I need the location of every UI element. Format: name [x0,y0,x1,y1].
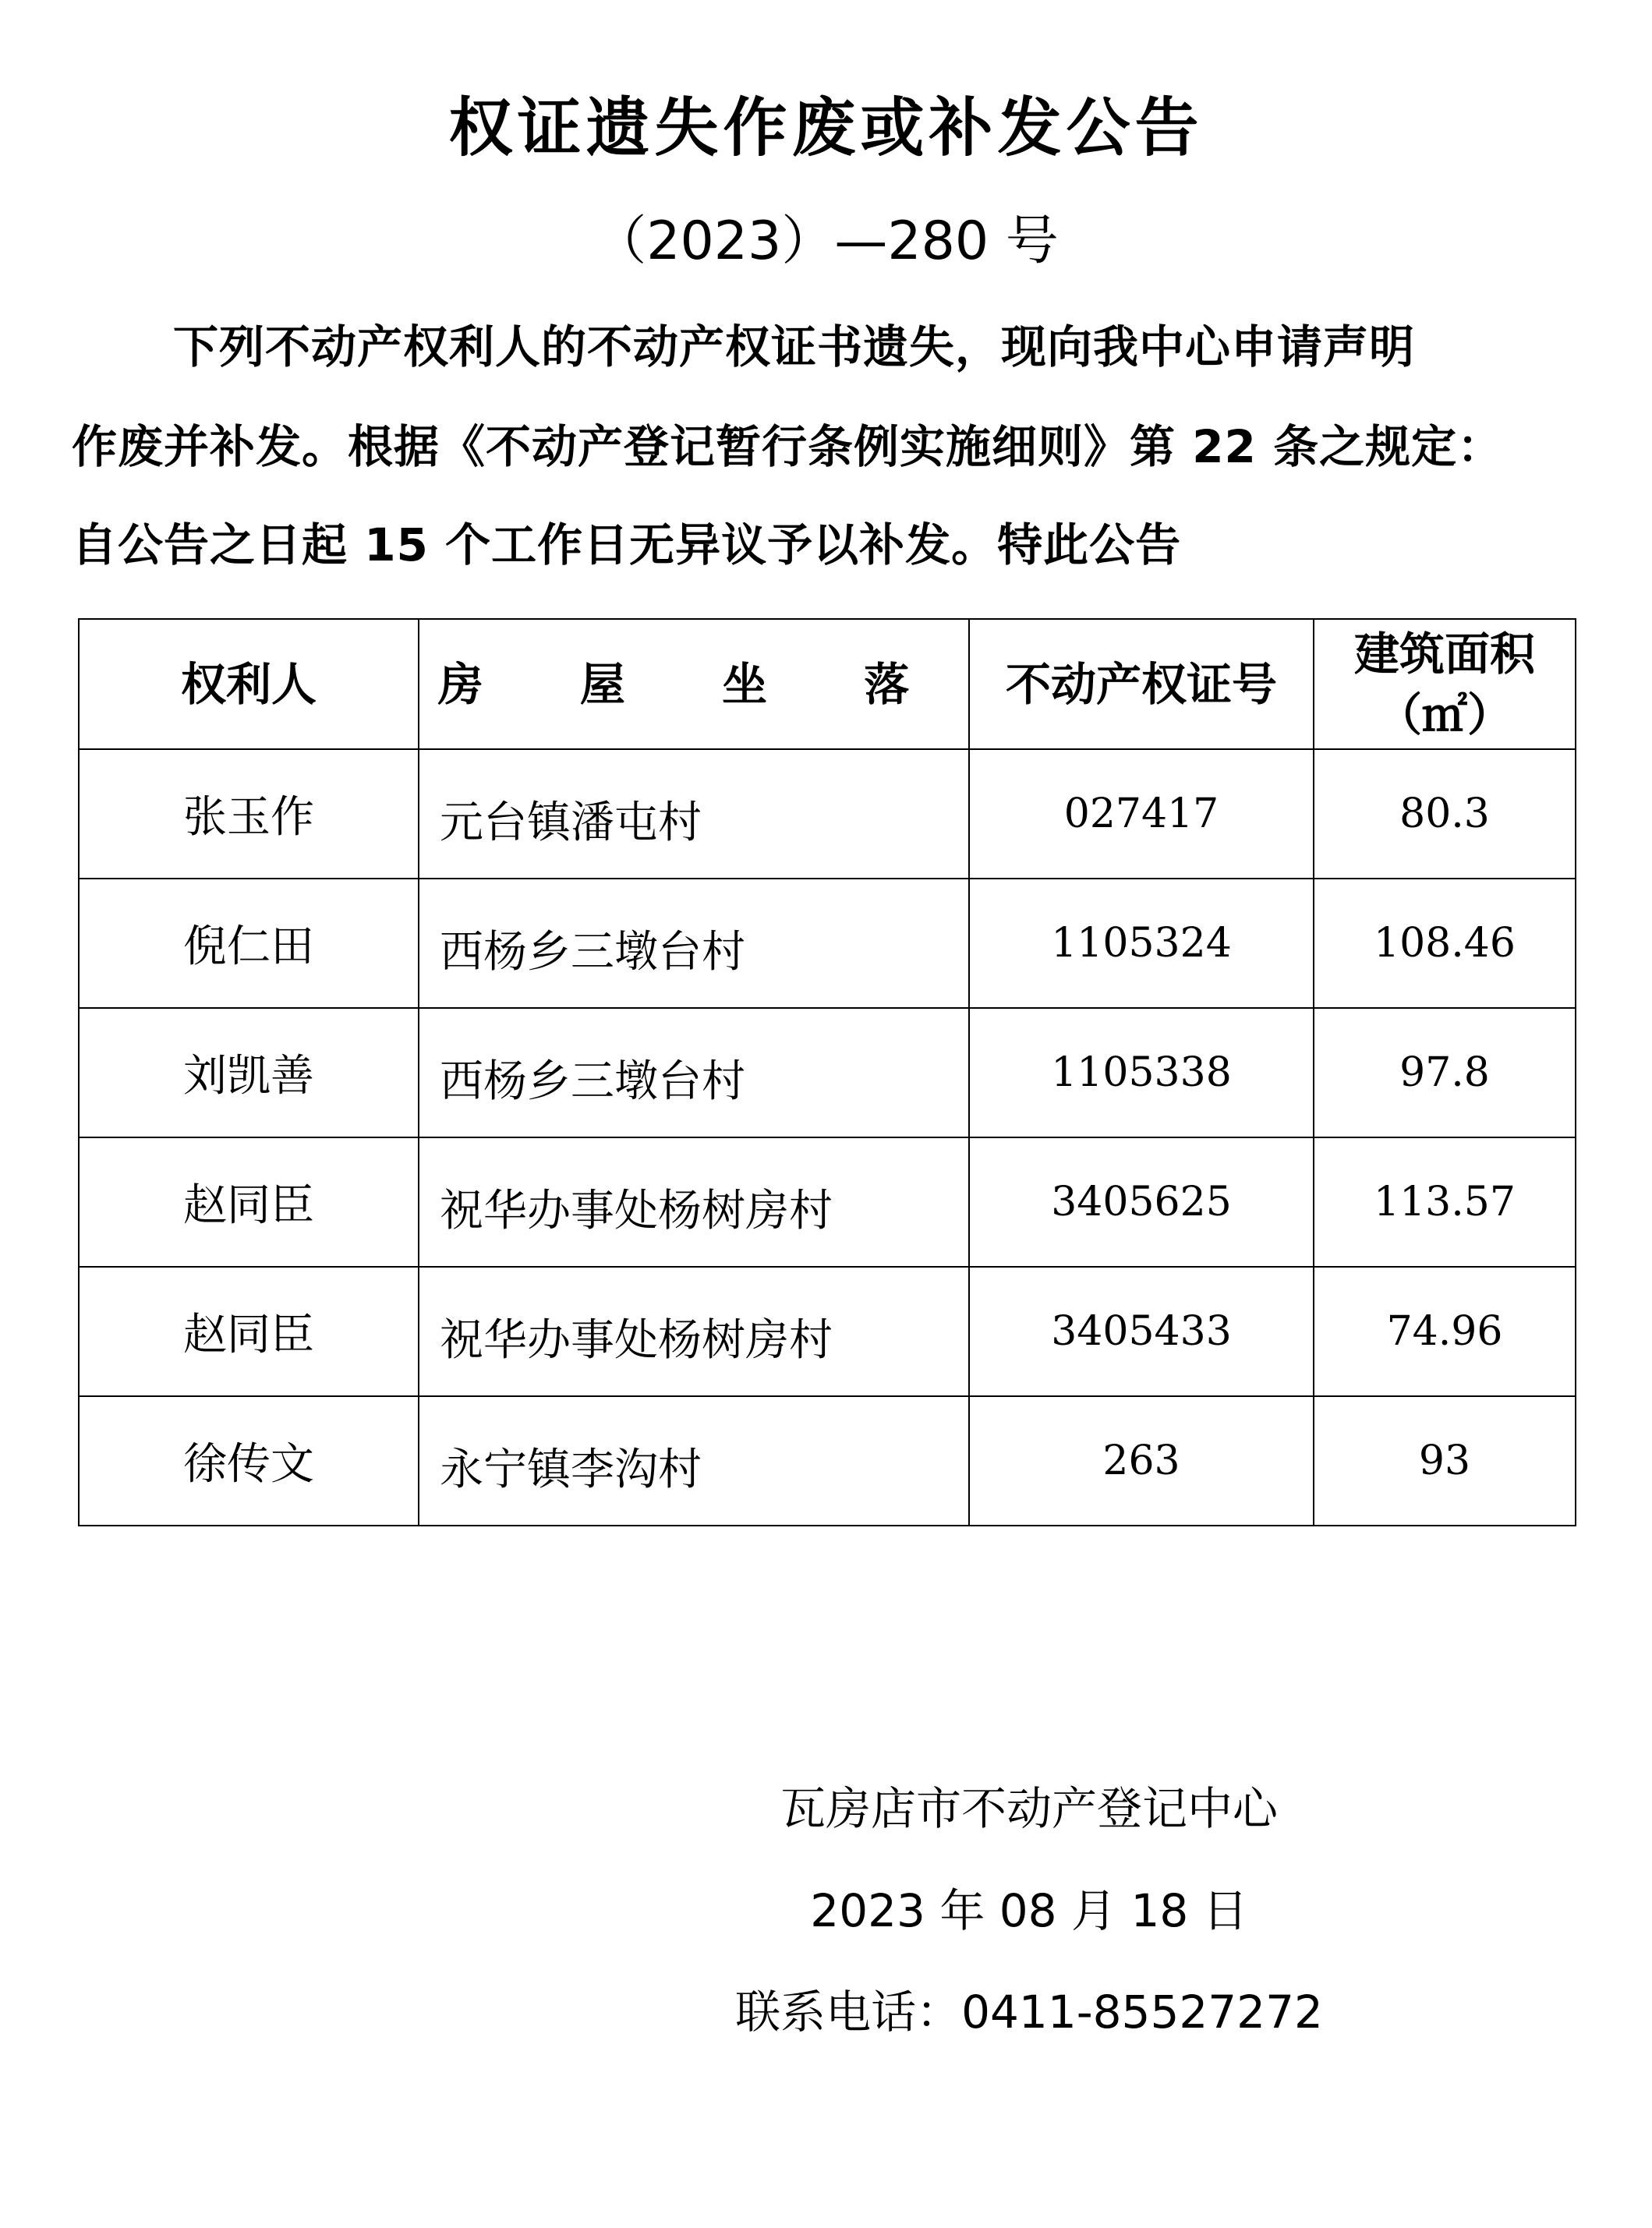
notice-title: 权证遗失作废或补发公告 [448,91,1204,165]
cell-holder: 赵同臣 [79,1137,419,1267]
table-row [79,1396,1576,1526]
table-row [79,879,1576,1008]
cell-holder: 倪仁田 [79,879,419,1008]
cell-location: 祝华办事处杨树房村 [419,1137,969,1267]
cell-holder: 徐传文 [79,1396,419,1526]
lost-certificate-table [78,618,1576,1526]
contact-phone-number: 0411-85527272 [961,1986,1323,2039]
header-area-line1: 建筑面积 [1353,627,1535,681]
cell-location: 永宁镇李沟村 [419,1396,969,1526]
document-number: （2023）—280 号 [593,210,1059,272]
table-row [79,1267,1576,1396]
cell-area: 93 [1314,1396,1576,1526]
cell-location: 祝华办事处杨树房村 [419,1267,969,1396]
paragraph-line-2: 作废并补发。根据《不动产登记暂行条例实施细则》第 22 条之规定： [72,420,1504,473]
cell-holder: 刘凯善 [79,1008,419,1137]
paragraph-line-1: 下列不动产权利人的不动产权证书遗失，现向我中心申请声明 [173,320,1416,373]
cell-holder: 张玉作 [79,749,419,879]
cell-holder: 赵同臣 [79,1267,419,1396]
table-row [79,1008,1576,1137]
header-cert-no: 不动产权证号 [969,619,1314,749]
cell-area: 108.46 [1314,879,1576,1008]
header-location-label: 房 屋 坐 落 [437,657,950,711]
cell-cert-no: 027417 [969,749,1314,879]
issuing-organization: 瓦房店市不动产登记中心 [780,1782,1278,1835]
cell-cert-no: 1105324 [969,879,1314,1008]
cell-cert-no: 3405625 [969,1137,1314,1267]
issue-date: 2023 年 08 月 18 日 [810,1884,1248,1937]
contact-phone [686,1977,1372,2047]
paragraph-line-3: 自公告之日起 15 个工作日无异议予以补发。特此公告 [72,518,1182,571]
header-holder: 权利人 [79,619,419,749]
cell-location: 西杨乡三墩台村 [419,879,969,1008]
header-area [1314,619,1576,749]
cell-cert-no: 3405433 [969,1267,1314,1396]
cell-location: 西杨乡三墩台村 [419,1008,969,1137]
header-location [419,619,969,749]
table-row [79,1137,1576,1267]
table-row [79,749,1576,879]
cell-location: 元台镇潘屯村 [419,749,969,879]
header-area-line2: （㎡） [1376,688,1512,741]
contact-phone-label: 联系电话： [735,1986,962,2039]
cell-area: 113.57 [1314,1137,1576,1267]
cell-area: 74.96 [1314,1267,1576,1396]
cell-cert-no: 263 [969,1396,1314,1526]
cell-area: 80.3 [1314,749,1576,879]
cell-area: 97.8 [1314,1008,1576,1137]
cell-cert-no: 1105338 [969,1008,1314,1137]
table-header-row [79,619,1576,749]
